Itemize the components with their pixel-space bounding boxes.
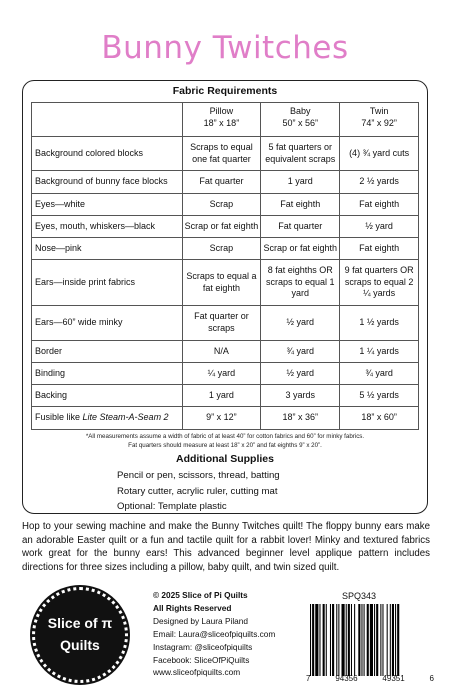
barcode-first-digit: 7 — [306, 674, 311, 683]
cell-pillow: Scraps to equal a fat eighth — [182, 260, 261, 306]
cell-twin: ½ yard — [340, 216, 419, 238]
header-empty-cell — [32, 103, 183, 137]
row-label: Eyes—white — [32, 194, 183, 216]
email: Email: Laura@sliceofpiquilts.com — [153, 628, 276, 639]
row-label: Fusible like Lite Steam-A-Seam 2 — [32, 407, 183, 430]
row-label: Nose—pink — [32, 238, 183, 260]
barcode-number — [306, 674, 434, 683]
cell-twin: (4) ¾ yard cuts — [340, 137, 419, 171]
cell-baby: 18” x 36” — [261, 407, 340, 430]
list-item: Pencil or pen, scissors, thread, batting — [117, 470, 280, 481]
row-label: Background of bunny face blocks — [32, 171, 183, 194]
cell-pillow: Scrap or fat eighth — [182, 216, 261, 238]
cell-pillow: 9” x 12” — [182, 407, 261, 430]
table-row — [32, 194, 419, 216]
logo-line-1: Slice of π — [47, 615, 113, 631]
rights: All Rights Reserved — [153, 602, 232, 613]
table-row — [32, 385, 419, 407]
cell-pillow: Scrap — [182, 238, 261, 260]
header-pillow: Pillow 18” x 18” — [182, 103, 261, 137]
facebook: Facebook: SliceOfPiQuilts — [153, 654, 250, 665]
table-row — [32, 216, 419, 238]
row-label: Ears—inside print fabrics — [32, 260, 183, 306]
pattern-description: Hop to your sewing machine and make the Bunny Twitches quilt! The floppy bunny ears make an adorable Easter quilt or a fun and tactile quilt for a rabbit lover! Minky and textured fabrics work great for the bunny ears! This advanced beginner level applique pattern includes directions for three sizes including a pillow, baby quilt, and twin sized quilt. — [22, 521, 430, 573]
table-row — [32, 407, 419, 430]
sku-code: SPQ343 — [342, 591, 377, 601]
table-row — [32, 341, 419, 363]
cell-pillow: Fat quarter — [182, 171, 261, 194]
barcode-last-digit: 6 — [429, 674, 434, 683]
cell-twin: 9 fat quarters OR scraps to equal 2 ¼ yards — [340, 260, 419, 306]
cell-twin: 18” x 60” — [340, 407, 419, 430]
additional-supplies-list — [117, 468, 280, 515]
barcode — [306, 604, 434, 676]
cell-pillow: ¼ yard — [182, 363, 261, 385]
cell-baby: 1 yard — [261, 171, 340, 194]
cell-twin: 5 ½ yards — [340, 385, 419, 407]
cell-twin: 1 ¼ yards — [340, 341, 419, 363]
cell-pillow: 1 yard — [182, 385, 261, 407]
slice-of-pi-logo — [30, 585, 130, 685]
cell-baby: ¾ yard — [261, 341, 340, 363]
copyright: © 2025 Slice of Pi Quilts — [153, 590, 248, 600]
cell-twin: 1 ½ yards — [340, 306, 419, 341]
publisher-info — [153, 589, 275, 679]
row-label: Backing — [32, 385, 183, 407]
additional-supplies-heading: Additional Supplies — [175, 453, 274, 465]
instagram: Instagram: @sliceofpiquilts — [153, 641, 253, 652]
row-label: Binding — [32, 363, 183, 385]
cell-baby: 8 fat eighths OR scraps to equal 1 yard — [261, 260, 340, 306]
cell-baby: Fat quarter — [261, 216, 340, 238]
table-row — [32, 137, 419, 171]
table-row — [32, 363, 419, 385]
row-label: Ears—60” wide minky — [32, 306, 183, 341]
page-title: Bunny Twitches — [101, 30, 349, 66]
table-row — [32, 306, 419, 341]
header-baby: Baby 50” x 56” — [261, 103, 340, 137]
header-twin: Twin 74” x 92” — [340, 103, 419, 137]
cell-twin: Fat eighth — [340, 194, 419, 216]
designer: Designed by Laura Piland — [153, 615, 249, 626]
cell-twin: 2 ½ yards — [340, 171, 419, 194]
cell-twin: Fat eighth — [340, 238, 419, 260]
cell-pillow: Scrap — [182, 194, 261, 216]
cell-baby: 3 yards — [261, 385, 340, 407]
row-label: Background colored blocks — [32, 137, 183, 171]
table-row — [32, 260, 419, 306]
website-link[interactable]: www.sliceofpiquilts.com — [153, 667, 241, 678]
barcode-group-1: 94356 — [335, 674, 358, 683]
table-header-row — [32, 103, 419, 137]
logo-dotted-ring — [32, 587, 128, 683]
table-row — [32, 238, 419, 260]
fabric-requirements-table — [31, 102, 419, 430]
fat-quarter-note: Fat quarters should measure at least 18” x 20” and fat eighths 9” x 20”. — [128, 442, 322, 449]
logo-line-2: Quilts — [60, 637, 100, 653]
list-item: Optional: Template plastic — [117, 501, 227, 512]
row-label: Border — [32, 341, 183, 363]
measurement-note: *All measurements assume a width of fabric of at least 40” for cotton fabrics and 60” for minky fabrics. — [85, 433, 365, 440]
cell-baby: 5 fat quarters or equivalent scraps — [261, 137, 340, 171]
barcode-group-2: 49351 — [382, 674, 405, 683]
table-row — [32, 171, 419, 194]
cell-twin: ¾ yard — [340, 363, 419, 385]
cell-pillow: Scraps to equal one fat quarter — [182, 137, 261, 171]
fabric-requirements-heading: Fabric Requirements — [172, 85, 278, 97]
row-label: Eyes, mouth, whiskers—black — [32, 216, 183, 238]
cell-pillow: N/A — [182, 341, 261, 363]
cell-baby: Scrap or fat eighth — [261, 238, 340, 260]
cell-baby: ½ yard — [261, 306, 340, 341]
cell-pillow: Fat quarter or scraps — [182, 306, 261, 341]
fabric-requirements-box — [22, 80, 428, 514]
cell-baby: Fat eighth — [261, 194, 340, 216]
list-item: Rotary cutter, acrylic ruler, cutting mat — [117, 485, 278, 497]
cell-baby: ½ yard — [261, 363, 340, 385]
